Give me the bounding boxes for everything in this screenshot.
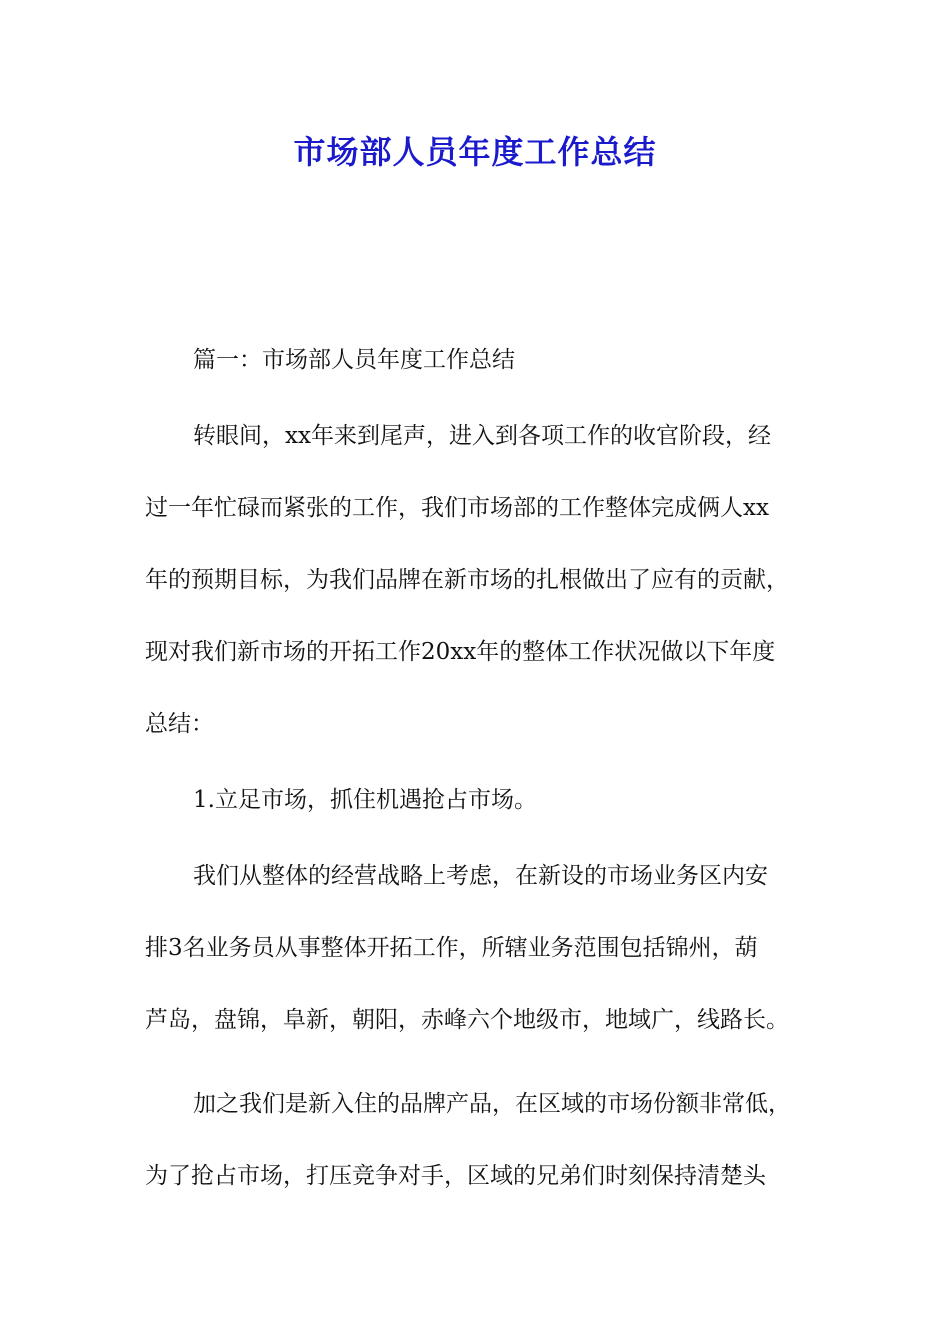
paragraph-line: 现对我们新市场的开拓工作20xx年的整体工作状况做以下年度 (145, 639, 776, 665)
paragraph-line: 过一年忙碌而紧张的工作，我们市场部的工作整体完成俩人xx (145, 495, 769, 521)
document-title: 市场部人员年度工作总结 (293, 133, 657, 171)
paragraph-line: 加之我们是新入住的品牌产品，在区域的市场份额非常低， (193, 1091, 791, 1117)
paragraph-line: 排3名业务员从事整体开拓工作，所辖业务范围包括锦州，葫 (145, 935, 758, 961)
paragraph-line: 我们从整体的经营战略上考虑，在新设的市场业务区内安 (193, 863, 768, 889)
list-item-heading: 1.立足市场，抓住机遇抢占市场。 (193, 787, 537, 813)
section-heading: 篇一：市场部人员年度工作总结 (193, 347, 515, 373)
paragraph-line: 芦岛，盘锦，阜新，朝阳，赤峰六个地级市，地域广，线路长。 (145, 1007, 789, 1033)
paragraph-line: 为了抢占市场，打压竞争对手，区域的兄弟们时刻保持清楚头 (145, 1163, 766, 1189)
paragraph-line: 年的预期目标，为我们品牌在新市场的扎根做出了应有的贡献， (145, 567, 789, 593)
paragraph-line: 转眼间，xx年来到尾声，进入到各项工作的收官阶段，经 (193, 423, 771, 449)
paragraph-line: 总结： (145, 711, 214, 737)
